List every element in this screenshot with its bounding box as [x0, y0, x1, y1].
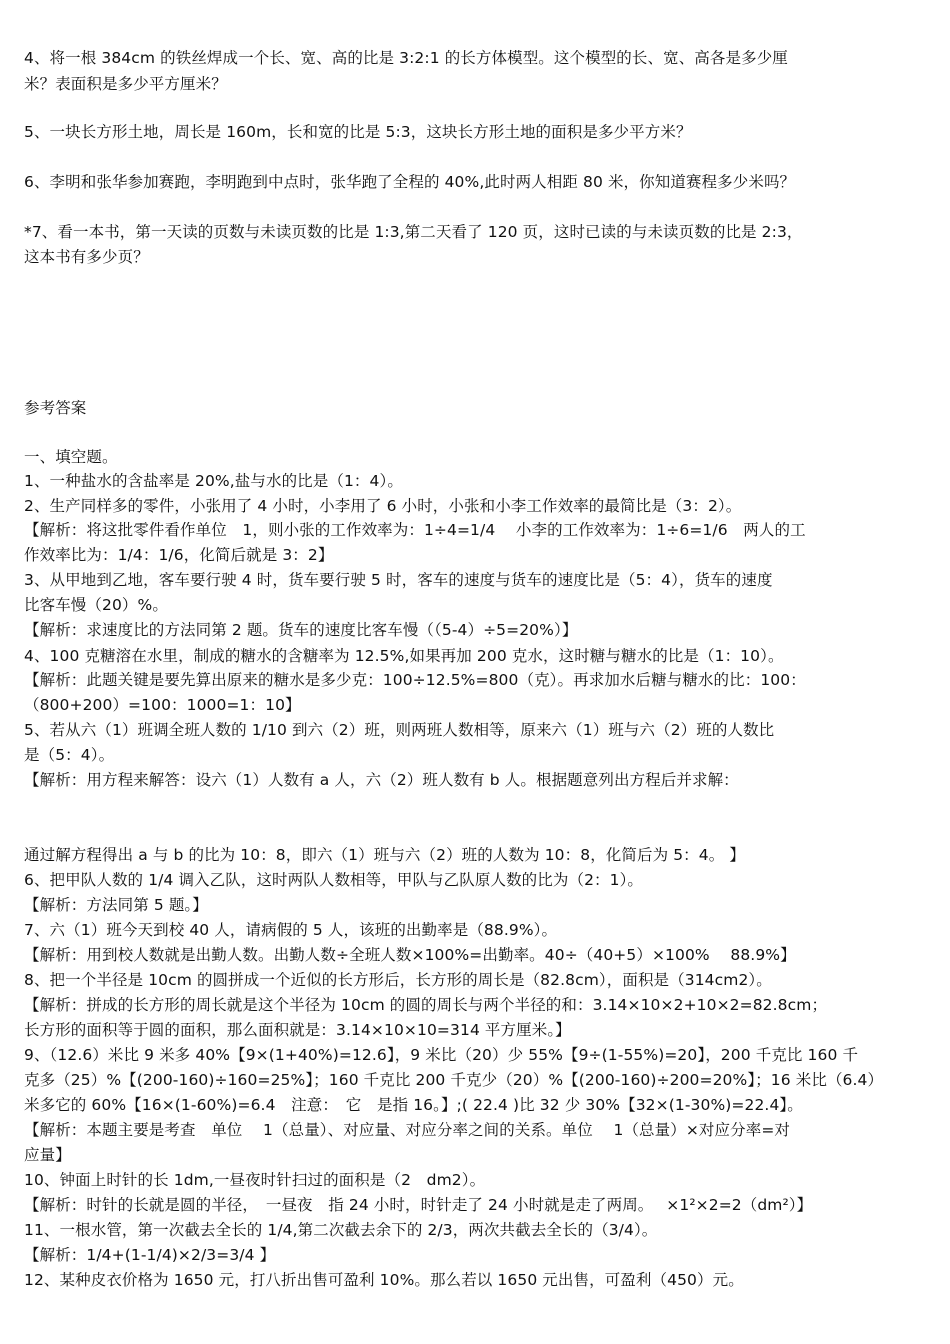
- answer-9-explanation-line-1: 【解析：本题主要是考查 单位 1（总量）、对应量、对应分率之间的关系。单位 1（总量）×对应分率=对: [24, 1121, 791, 1139]
- answer-6-explanation: 【解析：方法同第 5 题。】: [24, 896, 208, 914]
- answer-12: 12、某种皮衣价格为 1650 元，打八折出售可盈利 10%。那么若以 1650 元出售，可盈利（450）元。: [24, 1271, 744, 1289]
- answer-8: 8、把一个半径是 10cm 的圆拼成一个近似的长方形后，长方形的周长是（82.8cm），面积是（314cm2）。: [24, 971, 772, 989]
- answer-9-line-2: 克多（25）%【(200-160)÷160=25%】；160 千克比 200 千克少（20）%【(200-160)÷200=20%】；16 米比（6.4）: [24, 1071, 884, 1089]
- question-6: 6、李明和张华参加赛跑，李明跑到中点时，张华跑了全程的 40%,此时两人相距 80 米，你知道赛程多少米吗？: [24, 173, 796, 191]
- answer-2: 2、生产同样多的零件，小张用了 4 小时，小李用了 6 小时，小张和小李工作效率的最简比是（3：2）。: [24, 497, 742, 515]
- question-5: 5、一块长方形土地，周长是 160m，长和宽的比是 5:3，这块长方形土地的面积是多少平方米？: [24, 123, 692, 141]
- answer-3-line-1: 3、从甲地到乙地，客车要行驶 4 时，货车要行驶 5 时，客车的速度与货车的速度比是（5：4），货车的速度: [24, 571, 773, 589]
- answer-5-explanation-line-1: 【解析：用方程来解答：设六（1）人数有 a 人，六（2）班人数有 b 人。根据题意列出方程后并求解：: [24, 771, 739, 789]
- answer-3-line-2: 比客车慢（20）%。: [24, 596, 168, 614]
- answer-10: 10、钟面上时针的长 1dm,一昼夜时针扫过的面积是（2 dm2）。: [24, 1171, 486, 1189]
- answer-8-explanation-line-2: 长方形的面积等于圆的面积，那么面积就是：3.14×10×10=314 平方厘米。】: [24, 1021, 571, 1039]
- question-7-line-1: *7、看一本书，第一天读的页数与未读页数的比是 1:3,第二天看了 120 页，这时已读的与未读页数的比是 2:3，: [24, 223, 803, 241]
- answer-1: 1、一种盐水的含盐率是 20%,盐与水的比是（1：4）。: [24, 472, 403, 490]
- answer-heading: 参考答案: [24, 399, 87, 417]
- answer-7-explanation: 【解析：用到校人数就是出勤人数。出勤人数÷全班人数×100%=出勤率。40÷（40+5）×100% 88.9%】: [24, 946, 796, 964]
- answer-11-explanation: 【解析：1/4+(1-1/4)×2/3=3/4 】: [24, 1246, 276, 1264]
- answer-4-explanation-line-1: 【解析：此题关键是要先算出原来的糖水是多少克：100÷12.5%=800（克）。再求加水后糖与糖水的比：100：: [24, 671, 806, 689]
- answer-5-line-2: 是（5：4）。: [24, 746, 115, 764]
- answer-9-explanation-line-2: 应量】: [24, 1146, 71, 1164]
- answer-8-explanation-line-1: 【解析：拼成的长方形的周长就是这个半径为 10cm 的圆的周长与两个半径的和：3.14×10×2+10×2=82.8cm；: [24, 996, 828, 1014]
- answer-11: 11、一根水管，第一次截去全长的 1/4,第二次截去余下的 2/3，两次共截去全长的（3/4）。: [24, 1221, 658, 1239]
- answer-6: 6、把甲队人数的 1/4 调入乙队，这时两队人数相等，甲队与乙队原人数的比为（2：1）。: [24, 871, 644, 889]
- section-heading: 一、填空题。: [24, 448, 118, 466]
- answer-2-explanation-line-1: 【解析：将这批零件看作单位 1，则小张的工作效率为：1÷4=1/4 小李的工作效率为：1÷6=1/6 两人的工: [24, 521, 806, 539]
- answer-2-explanation-line-2: 作效率比为：1/4：1/6，化简后就是 3：2】: [24, 546, 334, 564]
- question-7-line-2: 这本书有多少页？: [24, 248, 149, 266]
- answer-5-line-1: 5、若从六（1）班调全班人数的 1/10 到六（2）班，则两班人数相等，原来六（1）班与六（2）班的人数比: [24, 721, 775, 739]
- answer-4-explanation-line-2: （800+200）=100：1000=1：10】: [24, 696, 301, 714]
- question-4-line-2: 米？表面积是多少平方厘米？: [24, 75, 227, 93]
- answer-3-explanation: 【解析：求速度比的方法同第 2 题。货车的速度比客车慢（（5-4）÷5=20%）】: [24, 621, 578, 639]
- answer-7: 7、六（1）班今天到校 40 人，请病假的 5 人，该班的出勤率是（88.9%）。: [24, 921, 558, 939]
- answer-10-explanation: 【解析：时针的长就是圆的半径， 一昼夜 指 24 小时，时针走了 24 小时就是走了两周。 ×1²×2=2（dm²）】: [24, 1196, 813, 1214]
- answer-5-explanation-line-2: 通过解方程得出 a 与 b 的比为 10：8，即六（1）班与六（2）班的人数为 10：8，化简后为 5：4。 】: [24, 846, 745, 864]
- answer-9-line-1: 9、（12.6）米比 9 米多 40%【9×(1+40%)=12.6】，9 米比（20）少 55%【9÷(1-55%)=20】，200 千克比 160 千: [24, 1046, 859, 1064]
- question-4-line-1: 4、将一根 384cm 的铁丝焊成一个长、宽、高的比是 3:2:1 的长方体模型。这个模型的长、宽、高各是多少厘: [24, 49, 788, 67]
- answer-4: 4、100 克糖溶在水里，制成的糖水的含糖率为 12.5%,如果再加 200 克水，这时糖与糖水的比是（1：10）。: [24, 647, 784, 665]
- answer-9-line-3: 米多它的 60%【16×(1-60%)=6.4 注意： 它 是指 16。】;( 22.4 )比 32 少 30%【32×(1-30%)=22.4】。: [24, 1096, 803, 1114]
